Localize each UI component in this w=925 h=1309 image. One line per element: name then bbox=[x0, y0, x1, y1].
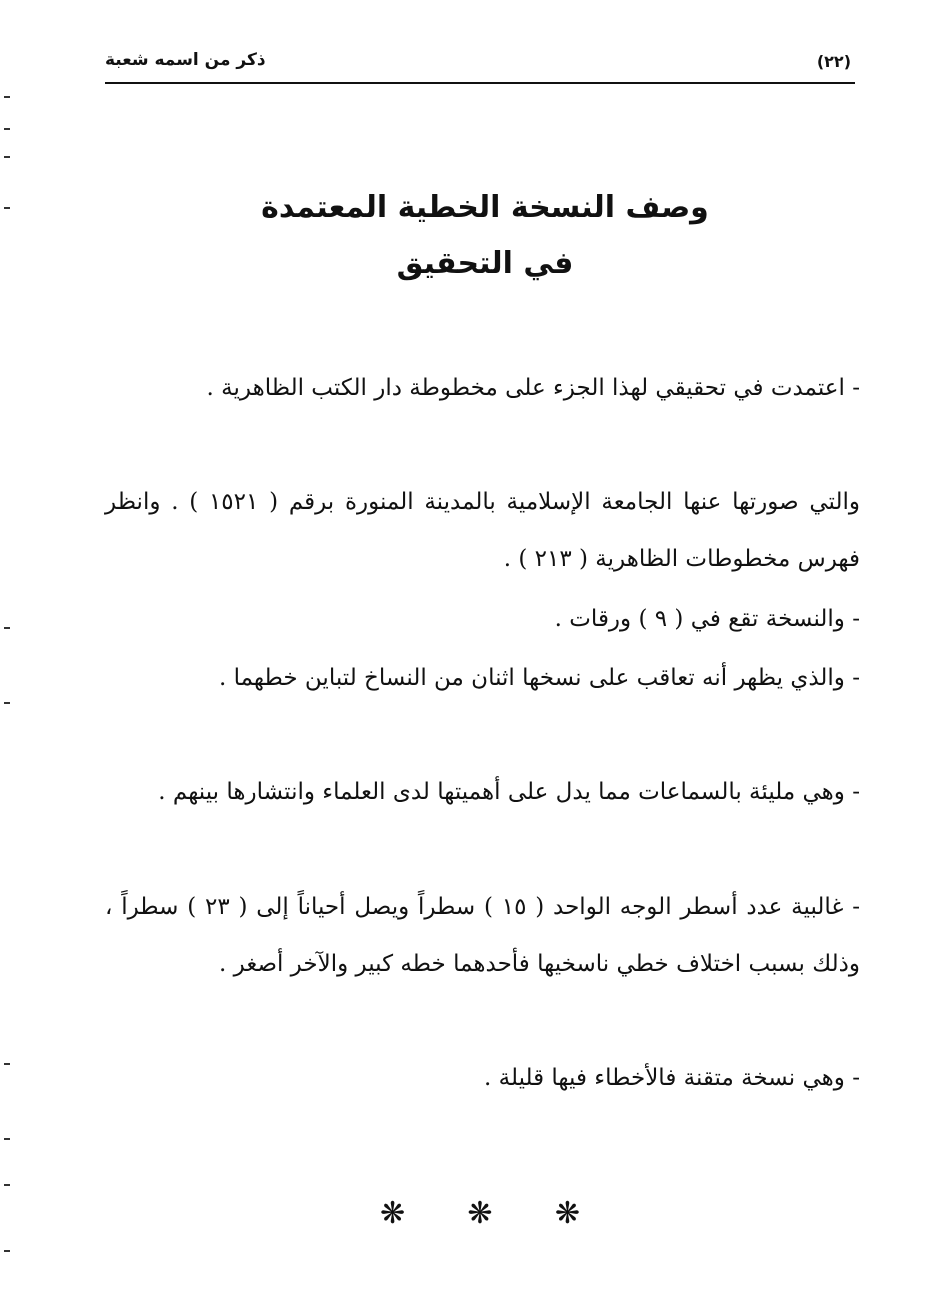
separator-star: ❋ bbox=[467, 1196, 493, 1231]
scan-speck bbox=[4, 156, 10, 158]
scan-speck bbox=[4, 1063, 10, 1065]
scan-speck bbox=[4, 627, 10, 629]
scan-speck bbox=[4, 1250, 10, 1252]
paragraph-folio-count: - والنسخة تقع في ( ٩ ) ورقات . bbox=[554, 606, 860, 632]
scan-speck bbox=[4, 207, 10, 209]
page-header bbox=[105, 48, 855, 84]
page-number: (٢٢) bbox=[816, 52, 851, 71]
paragraph-manuscript-source: - اعتمدت في تحقيقي لهذا الجزء على مخطوطة دار الكتب الظاهرية . bbox=[206, 375, 860, 401]
paragraph-line-count: - غالبية عدد أسطر الوجه الواحد ( ١٥ ) سطراً ويصل أحياناً إلى ( ٢٣ ) سطراً ، وذلك بسبب اختلاف خطي ناسخيها فأحدهما خطه كبير والآخر أصغر . bbox=[105, 894, 860, 977]
paragraph-photocopy-number: والتي صورتها عنها الجامعة الإسلامية بالمدينة المنورة برقم ( ١٥٢١ ) . وانظر فهرس مخطوطات الظاهرية ( ٢١٣ ) . bbox=[105, 489, 860, 572]
running-title: ذكر من اسمه شعبة bbox=[105, 50, 266, 70]
scan-speck bbox=[4, 96, 10, 98]
scan-speck bbox=[4, 702, 10, 704]
paragraph-auditions: - وهي مليئة بالسماعات مما يدل على أهميتها لدى العلماء وانتشارها بينهم . bbox=[158, 779, 860, 805]
section-title-line-2: في التحقيق bbox=[396, 246, 574, 281]
separator-star: ❋ bbox=[380, 1196, 406, 1231]
paragraph-accuracy: - وهي نسخة متقنة فالأخطاء فيها قليلة . bbox=[484, 1065, 860, 1091]
separator-star: ❋ bbox=[554, 1196, 580, 1231]
scan-speck bbox=[4, 1184, 10, 1186]
scan-speck bbox=[4, 128, 10, 130]
paragraph-copyists: - والذي يظهر أنه تعاقب على نسخها اثنان من النساخ لتباين خطهما . bbox=[218, 665, 860, 691]
section-separator bbox=[380, 1196, 580, 1231]
scan-speck bbox=[4, 1138, 10, 1140]
section-title-line-1: وصف النسخة الخطية المعتمدة bbox=[261, 190, 709, 225]
